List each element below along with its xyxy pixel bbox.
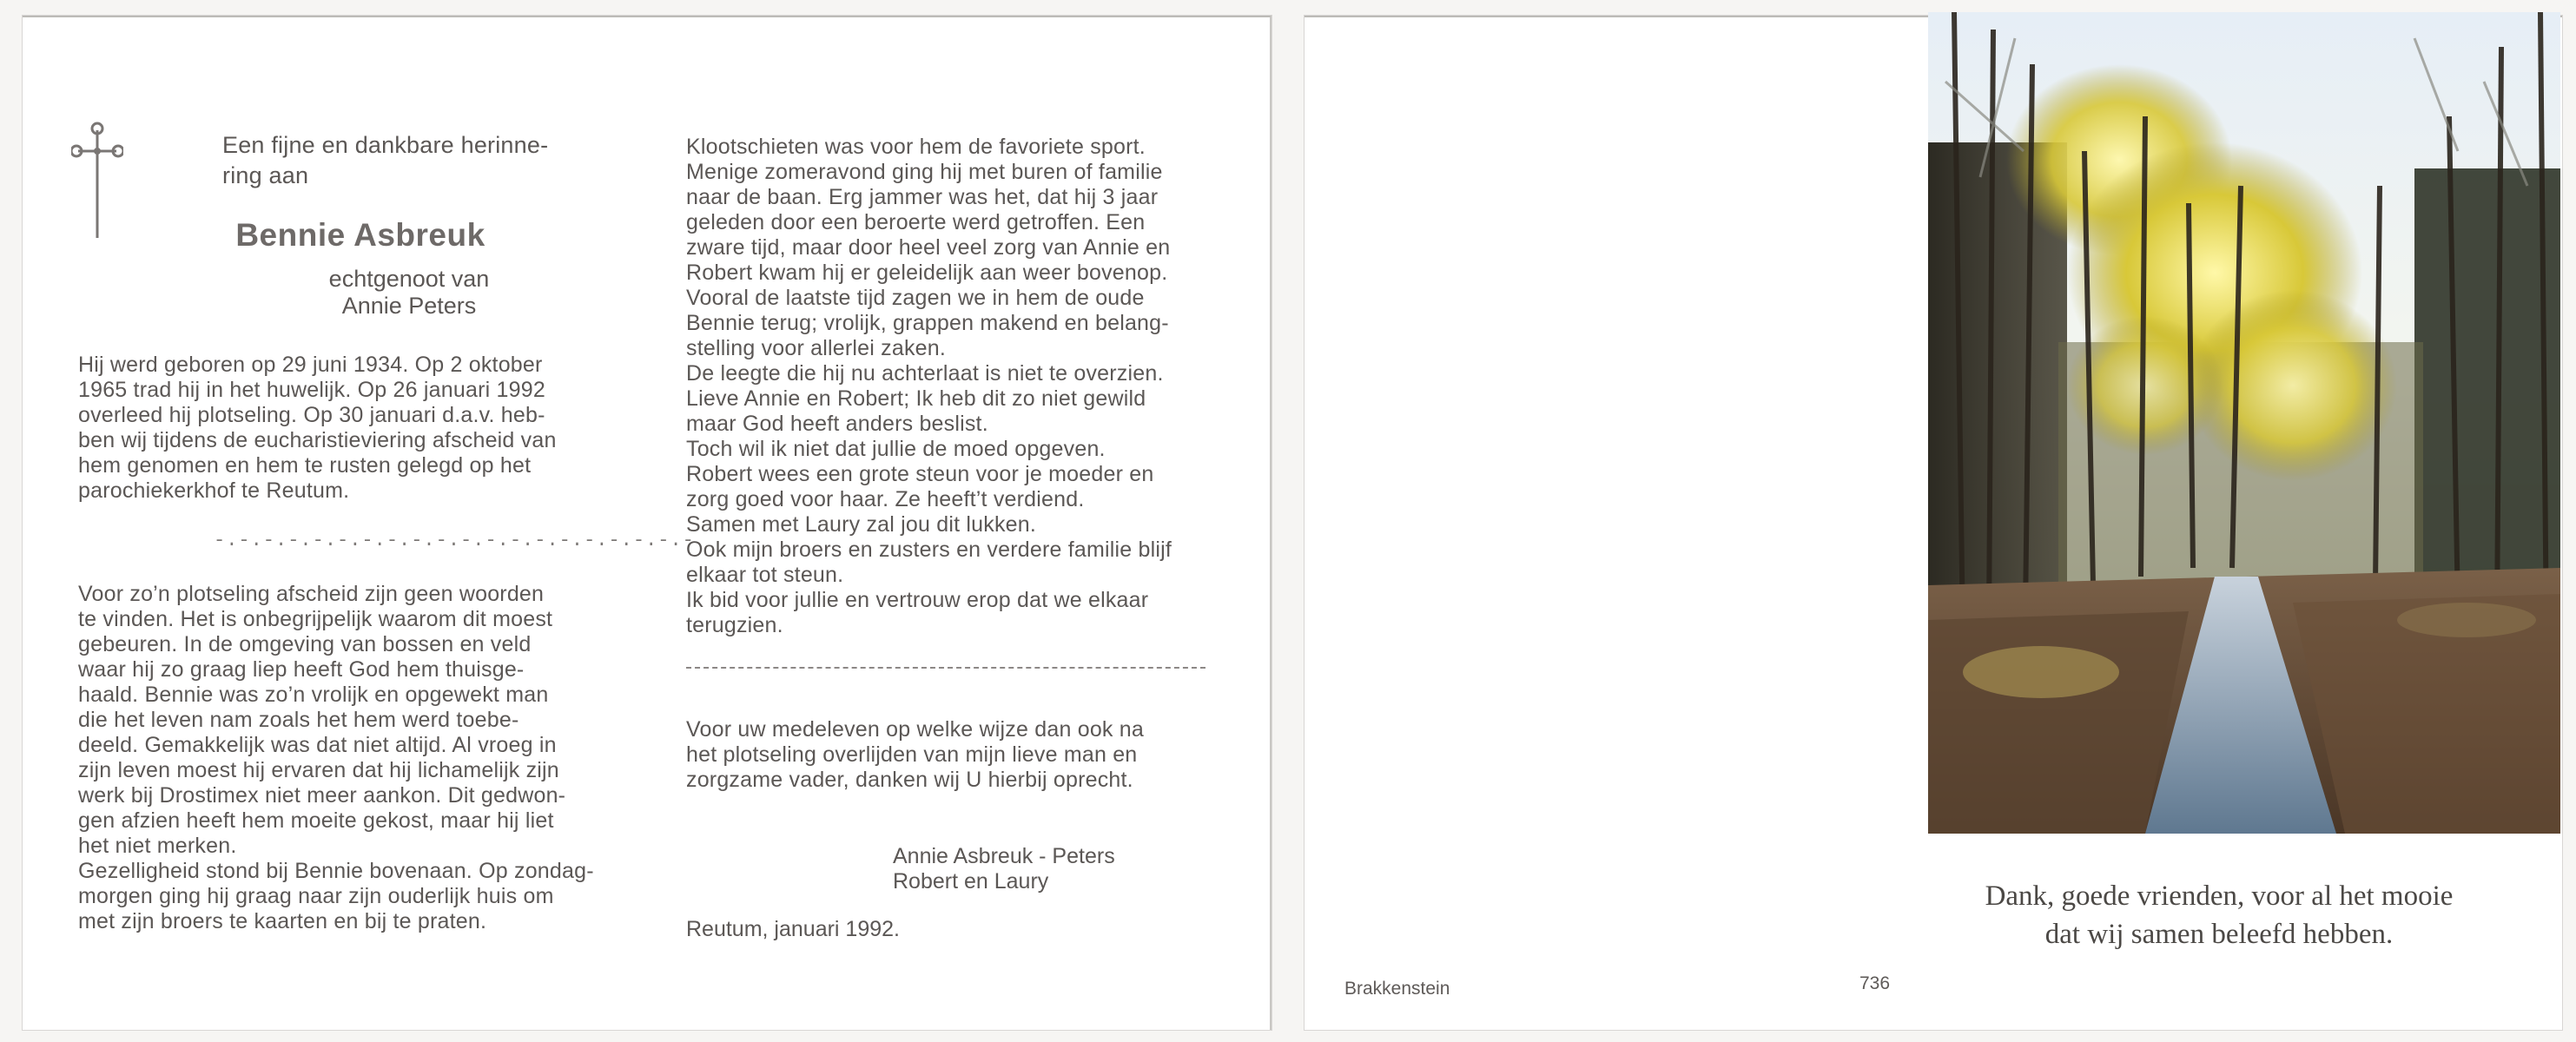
text-line: maar God heeft anders beslist.: [686, 412, 988, 436]
text-line: stelling voor allerlei zaken.: [686, 336, 947, 360]
text-line: het niet merken.: [78, 834, 237, 858]
forest-path-image: [1928, 12, 2560, 834]
text-line: overleed hij plotseling. Op 30 januari d.a.v. heb-: [78, 403, 545, 427]
text-line: gebeuren. In de omgeving van bossen en veld: [78, 632, 532, 656]
text-line: Lieve Annie en Robert; Ik heb dit zo niet gewild: [686, 386, 1146, 411]
text-line: naar de baan. Erg jammer was het, dat hij 3 jaar: [686, 185, 1159, 209]
text-line: Voor zo’n plotseling afscheid zijn geen woorden: [78, 582, 545, 606]
text-line: zware tijd, maar door heel veel zorg van Annie en: [686, 235, 1171, 260]
spouse-label: echtgenoot van: [328, 266, 490, 292]
remembrance-paragraph: [78, 582, 599, 934]
text-line: te vinden. Het is onbegrijpelijk waarom dit moest: [78, 607, 553, 631]
text-line: die het leven nam zoals het hem werd toebe-: [78, 708, 519, 732]
text-line: gen afzien heeft hem moeite gekost, maar hij liet: [78, 808, 554, 833]
text-line: Robert kwam hij er geleidelijk aan weer bovenop.: [686, 260, 1168, 285]
text-line: waar hij zo graag liep heeft God hem thuisge-: [78, 657, 525, 682]
text-line: Menige zomeravond ging hij met buren of familie: [686, 160, 1163, 184]
memorial-quote: [1876, 877, 2562, 953]
signature-block: [893, 844, 1115, 894]
text-line: ben wij tijdens de eucharistieviering afscheid van: [78, 428, 557, 452]
text-line: parochiekerkhof te Reutum.: [78, 478, 350, 503]
cross-icon: [71, 120, 123, 241]
biography-paragraph: [78, 353, 599, 504]
text-line: Ook mijn broers en zusters en verdere familie blijf: [686, 537, 1172, 562]
text-line: Toch wil ik niet dat jullie de moed opgeven.: [686, 437, 1106, 461]
intro-text: [222, 130, 613, 191]
text-line: De leegte die hij nu achterlaat is niet te overzien.: [686, 361, 1164, 386]
quote-line: dat wij samen beleefd hebben.: [2044, 919, 2394, 950]
text-line: Voor uw medeleven op welke wijze dan ook na: [686, 717, 1144, 742]
intro-line: ring aan: [222, 162, 309, 188]
text-line: zorgzame vader, danken wij U hierbij oprecht.: [686, 768, 1133, 792]
text-line: Vooral de laatste tijd zagen we in hem de oude: [686, 286, 1145, 310]
text-line: hem genomen en hem te rusten gelegd op het: [78, 453, 532, 478]
place-date: Reutum, januari 1992.: [686, 917, 900, 941]
forest-photo: [1928, 12, 2560, 834]
dotted-separator: -.-.-.-.-.-.-.-.-.-.-.-.-.-.-.-.-.-.-.-: [214, 530, 695, 551]
dashed-divider: [686, 667, 1205, 669]
text-line: Gezelligheid stond bij Bennie bovenaan. Op zondag-: [78, 859, 594, 883]
card-number: 736: [1859, 973, 1891, 993]
text-line: haald. Bennie was zo’n vrolijk en opgewekt man: [78, 683, 549, 707]
text-line: met zijn broers te kaarten en bij te praten.: [78, 909, 487, 933]
spouse-block: [222, 266, 596, 320]
text-line: werk bij Drostimex niet meer aankon. Dit gedwon-: [78, 783, 566, 808]
text-line: 1965 trad hij in het huwelijk. Op 26 januari 1992: [78, 378, 545, 402]
deceased-name: Bennie Asbreuk: [235, 217, 485, 253]
intro-line: Een fijne en dankbare herinne-: [222, 132, 549, 158]
signature-line: Robert en Laury: [893, 869, 1049, 894]
text-line: Klootschieten was voor hem de favoriete sport.: [686, 135, 1146, 159]
text-line: Ik bid voor jullie en vertrouw erop dat we elkaar: [686, 588, 1149, 612]
text-line: Robert wees een grote steun voor je moeder en: [686, 462, 1154, 486]
signature-line: Annie Asbreuk - Peters: [893, 844, 1115, 868]
text-line: morgen ging hij graag naar zijn ouderlijk huis om: [78, 884, 554, 908]
publisher-name: Brakkenstein: [1344, 979, 1450, 999]
text-line: elkaar tot steun.: [686, 563, 844, 587]
text-line: zorg goed voor haar. Ze heeft’t verdiend.: [686, 487, 1085, 511]
quote-line: Dank, goede vrienden, voor al het mooie: [1985, 880, 2454, 912]
text-line: Samen met Laury zal jou dit lukken.: [686, 512, 1037, 537]
spouse-name: Annie Peters: [341, 293, 477, 319]
text-line: Bennie terug; vrolijk, grappen makend en belang-: [686, 311, 1169, 335]
text-line: deeld. Gemakkelijk was dat niet altijd. Al vroeg in: [78, 733, 557, 757]
text-line: geleden door een beroerte werd getroffen. Een: [686, 210, 1146, 234]
condolence-paragraph: [686, 717, 1205, 793]
text-line: zijn leven moest hij ervaren dat hij lichamelijk zijn: [78, 758, 559, 782]
text-line: Hij werd geboren op 29 juni 1934. Op 2 oktober: [78, 353, 543, 377]
text-line: terugzien.: [686, 613, 783, 637]
text-line: het plotseling overlijden van mijn lieve man en: [686, 742, 1138, 767]
column-two-paragraph: [686, 135, 1205, 638]
